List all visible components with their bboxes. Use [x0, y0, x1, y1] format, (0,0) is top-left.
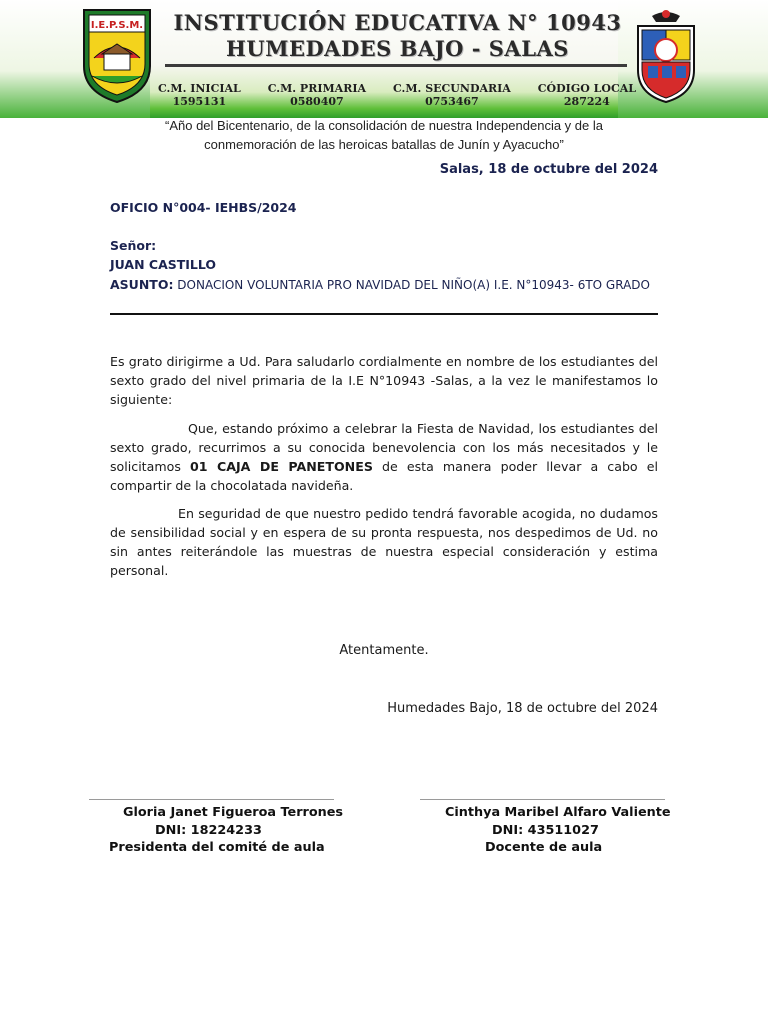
signer-dni: DNI: 43511027: [492, 822, 599, 838]
year-motto: [110, 116, 658, 154]
code-secundaria: [393, 82, 511, 108]
body-paragraph-2-start: Que, estando próximo a celebrar la Fiesta de Navidad, los estudiantes del sexto grado, recurrimos a su conocida benevolencia con los más necesitados y le solicitamos: [110, 421, 658, 474]
signature-block-teacher: [420, 804, 671, 857]
svg-text:I.E.P.S.M.: I.E.P.S.M.: [90, 20, 144, 31]
year-motto-line1: “Año del Bicentenario, de la consolidación de nuestra Independencia y de la: [165, 118, 603, 133]
closing-date: Humedades Bajo, 18 de octubre del 2024: [387, 701, 658, 716]
subject-line: [110, 276, 658, 294]
signature-line-right: [420, 799, 665, 800]
recipient-name: JUAN CASTILLO: [110, 257, 217, 272]
signer-role: Presidenta del comité de aula: [109, 840, 325, 855]
code-label: CÓDIGO LOCAL: [537, 82, 636, 95]
code-inicial: [158, 82, 241, 108]
school-crest-icon: [80, 6, 154, 104]
requested-item: 01 CAJA DE PANETONES: [189, 459, 373, 474]
salutation-label: Señor:: [110, 238, 157, 253]
body-paragraph-3: En seguridad de que nuestro pedido tendrá favorable acogida, no dudamos de sensibilidad social y en espera de su pronta respuesta, nos despedimos de Ud. no sin antes reiterándole las muestras de nuestra especial consideración y estima personal.: [110, 506, 658, 578]
code-value: 1595131: [172, 95, 227, 108]
district-crest-icon: [632, 6, 700, 104]
closing-phrase: Atentamente.: [339, 643, 429, 658]
oficio-number: OFICIO N°004- IEHBS/2024: [110, 200, 297, 215]
letter-date: Salas, 18 de octubre del 2024: [439, 162, 658, 177]
code-value: 0580407: [290, 95, 344, 108]
signer-name: Gloria Janet Figueroa Terrones: [123, 805, 344, 820]
header-divider: [165, 64, 627, 67]
signature-block-president: [89, 804, 354, 857]
body-paragraph-2-end: de esta manera poder llevar a cabo el compartir de la chocolatada navideña.: [110, 459, 658, 493]
subject-divider: [110, 313, 658, 315]
letterhead: [0, 0, 768, 118]
code-value: 287224: [563, 95, 610, 108]
body-paragraph-2: [110, 419, 658, 495]
code-local: [538, 82, 636, 108]
signature-line-left: [89, 799, 334, 800]
signer-role: Docente de aula: [485, 840, 603, 855]
year-motto-line2: conmemoración de las heroicas batallas de Junín y Ayacucho”: [204, 137, 564, 152]
subject-label: ASUNTO:: [110, 277, 174, 292]
code-primaria: [268, 82, 366, 108]
code-label: C.M. INICIAL: [158, 82, 241, 95]
code-label: C.M. PRIMARIA: [267, 82, 367, 95]
school-name: [170, 10, 625, 62]
modular-codes: [158, 82, 636, 108]
school-name-line1: INSTITUCIÓN EDUCATIVA N° 10943: [173, 10, 622, 35]
school-name-line2: HUMEDADES BAJO - SALAS: [226, 36, 569, 61]
code-label: C.M. SECUNDARIA: [392, 82, 511, 95]
subject-text: DONACION VOLUNTARIA PRO NAVIDAD DEL NIÑO(A) I.E. N°10943- 6TO GRADO: [177, 278, 650, 292]
code-value: 0753467: [425, 95, 479, 108]
signer-name: Cinthya Maribel Alfaro Valiente: [445, 805, 671, 820]
body-paragraph-1: Es grato dirigirme a Ud. Para saludarlo cordialmente en nombre de los estudiantes del sexto grado del nivel primaria de la I.E N°10943 -Salas, a la vez le manifestamos lo siguiente:: [110, 354, 658, 407]
signer-dni: DNI: 18224233: [155, 822, 262, 838]
